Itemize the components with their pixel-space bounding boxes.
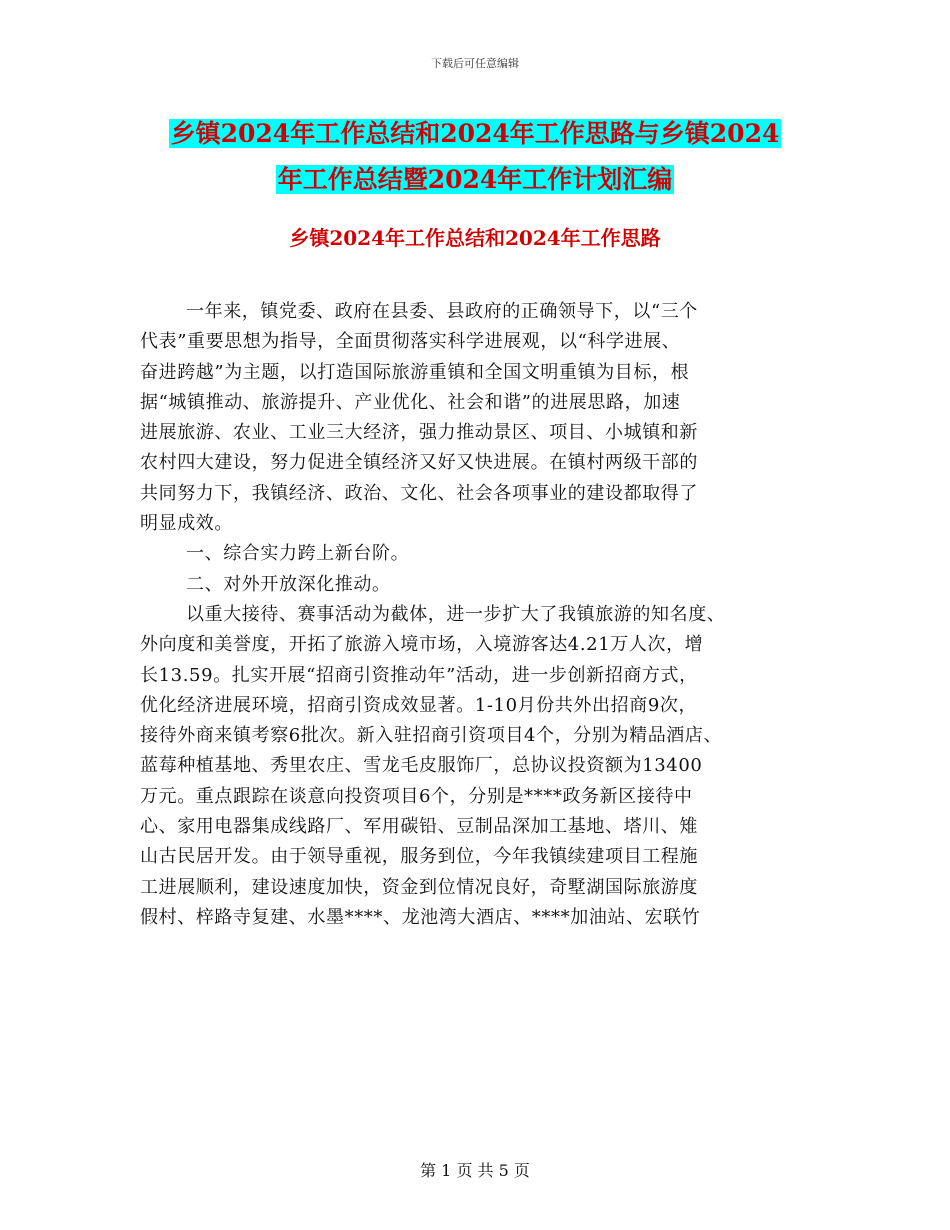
document-title-line-1: 乡镇2024年工作总结和2024年工作思路与乡镇2024 bbox=[170, 119, 780, 148]
paragraph-line: 共同努力下，我镇经济、政治、文化、社会各项事业的建设都取得了 bbox=[140, 482, 698, 504]
paragraph-line: 优化经济进展环境，招商引资成效显著。1-10月份共外出招商9次， bbox=[140, 694, 698, 716]
paragraph-line: 农村四大建设，努力促进全镇经济又好又快进展。在镇村两级干部的 bbox=[140, 452, 698, 474]
paragraph-line: 进展旅游、农业、工业三大经济，强力推动景区、项目、小城镇和新 bbox=[140, 422, 698, 444]
paragraph-line: 假村、梓路寺复建、水墨****、龙池湾大酒店、****加油站、宏联竹 bbox=[140, 906, 701, 928]
paragraph-line: 一年来，镇党委、政府在县委、县政府的正确领导下，以“三个 bbox=[186, 301, 698, 322]
document-title-line-2: 年工作总结暨2024年工作计划汇编 bbox=[277, 165, 673, 194]
paragraph-line: 接待外商来镇考察6批次。新入驻招商引资项目4个，分别为精品酒店、 bbox=[140, 725, 723, 747]
paragraph-line: 明显成效。 bbox=[140, 513, 233, 535]
body-text bbox=[140, 297, 820, 933]
section-title: 乡镇2024年工作总结和2024年工作思路 bbox=[289, 226, 661, 250]
page-number: 第 1 页 共 5 页 bbox=[420, 1161, 530, 1180]
paragraph-line: 奋进跨越”为主题，以打造国际旅游重镇和全国文明重镇为目标，根 bbox=[140, 361, 690, 383]
paragraph-line: 万元。重点跟踪在谈意向投资项目6个，分别是****政务新区接待中 bbox=[140, 785, 693, 807]
paragraph-line: 蓝莓种植基地、秀里农庄、雪龙毛皮服饰厂，总协议投资额为13400 bbox=[140, 755, 703, 777]
paragraph-line: 代表”重要思想为指导，全面贯彻落实科学进展观，以“科学进展、 bbox=[140, 331, 681, 353]
section-heading-2: 二、对外开放深化推动。 bbox=[186, 573, 391, 595]
paragraph-line: 山古民居开发。由于领导重视，服务到位，今年我镇续建项目工程施 bbox=[140, 846, 698, 868]
page-header: 下载后可任意编辑 bbox=[431, 57, 519, 70]
paragraph-line: 外向度和美誉度，开拓了旅游入境市场，入境游客达4.21万人次，增 bbox=[140, 634, 704, 656]
paragraph-line: 据“城镇推动、旅游提升、产业优化、社会和谐”的进展思路，加速 bbox=[140, 391, 681, 413]
section-heading-1: 一、综合实力跨上新台阶。 bbox=[186, 543, 410, 565]
paragraph-line: 以重大接待、赛事活动为截体，进一步扩大了我镇旅游的知名度、 bbox=[186, 603, 726, 625]
paragraph-line: 心、家用电器集成线路厂、军用碳铅、豆制品深加工基地、塔川、雉 bbox=[140, 816, 698, 838]
paragraph-line: 长13.59。扎实开展“招商引资推动年”活动，进一步创新招商方式， bbox=[140, 664, 698, 686]
paragraph-line: 工进展顺利，建设速度加快，资金到位情况良好，奇墅湖国际旅游度 bbox=[140, 876, 698, 898]
